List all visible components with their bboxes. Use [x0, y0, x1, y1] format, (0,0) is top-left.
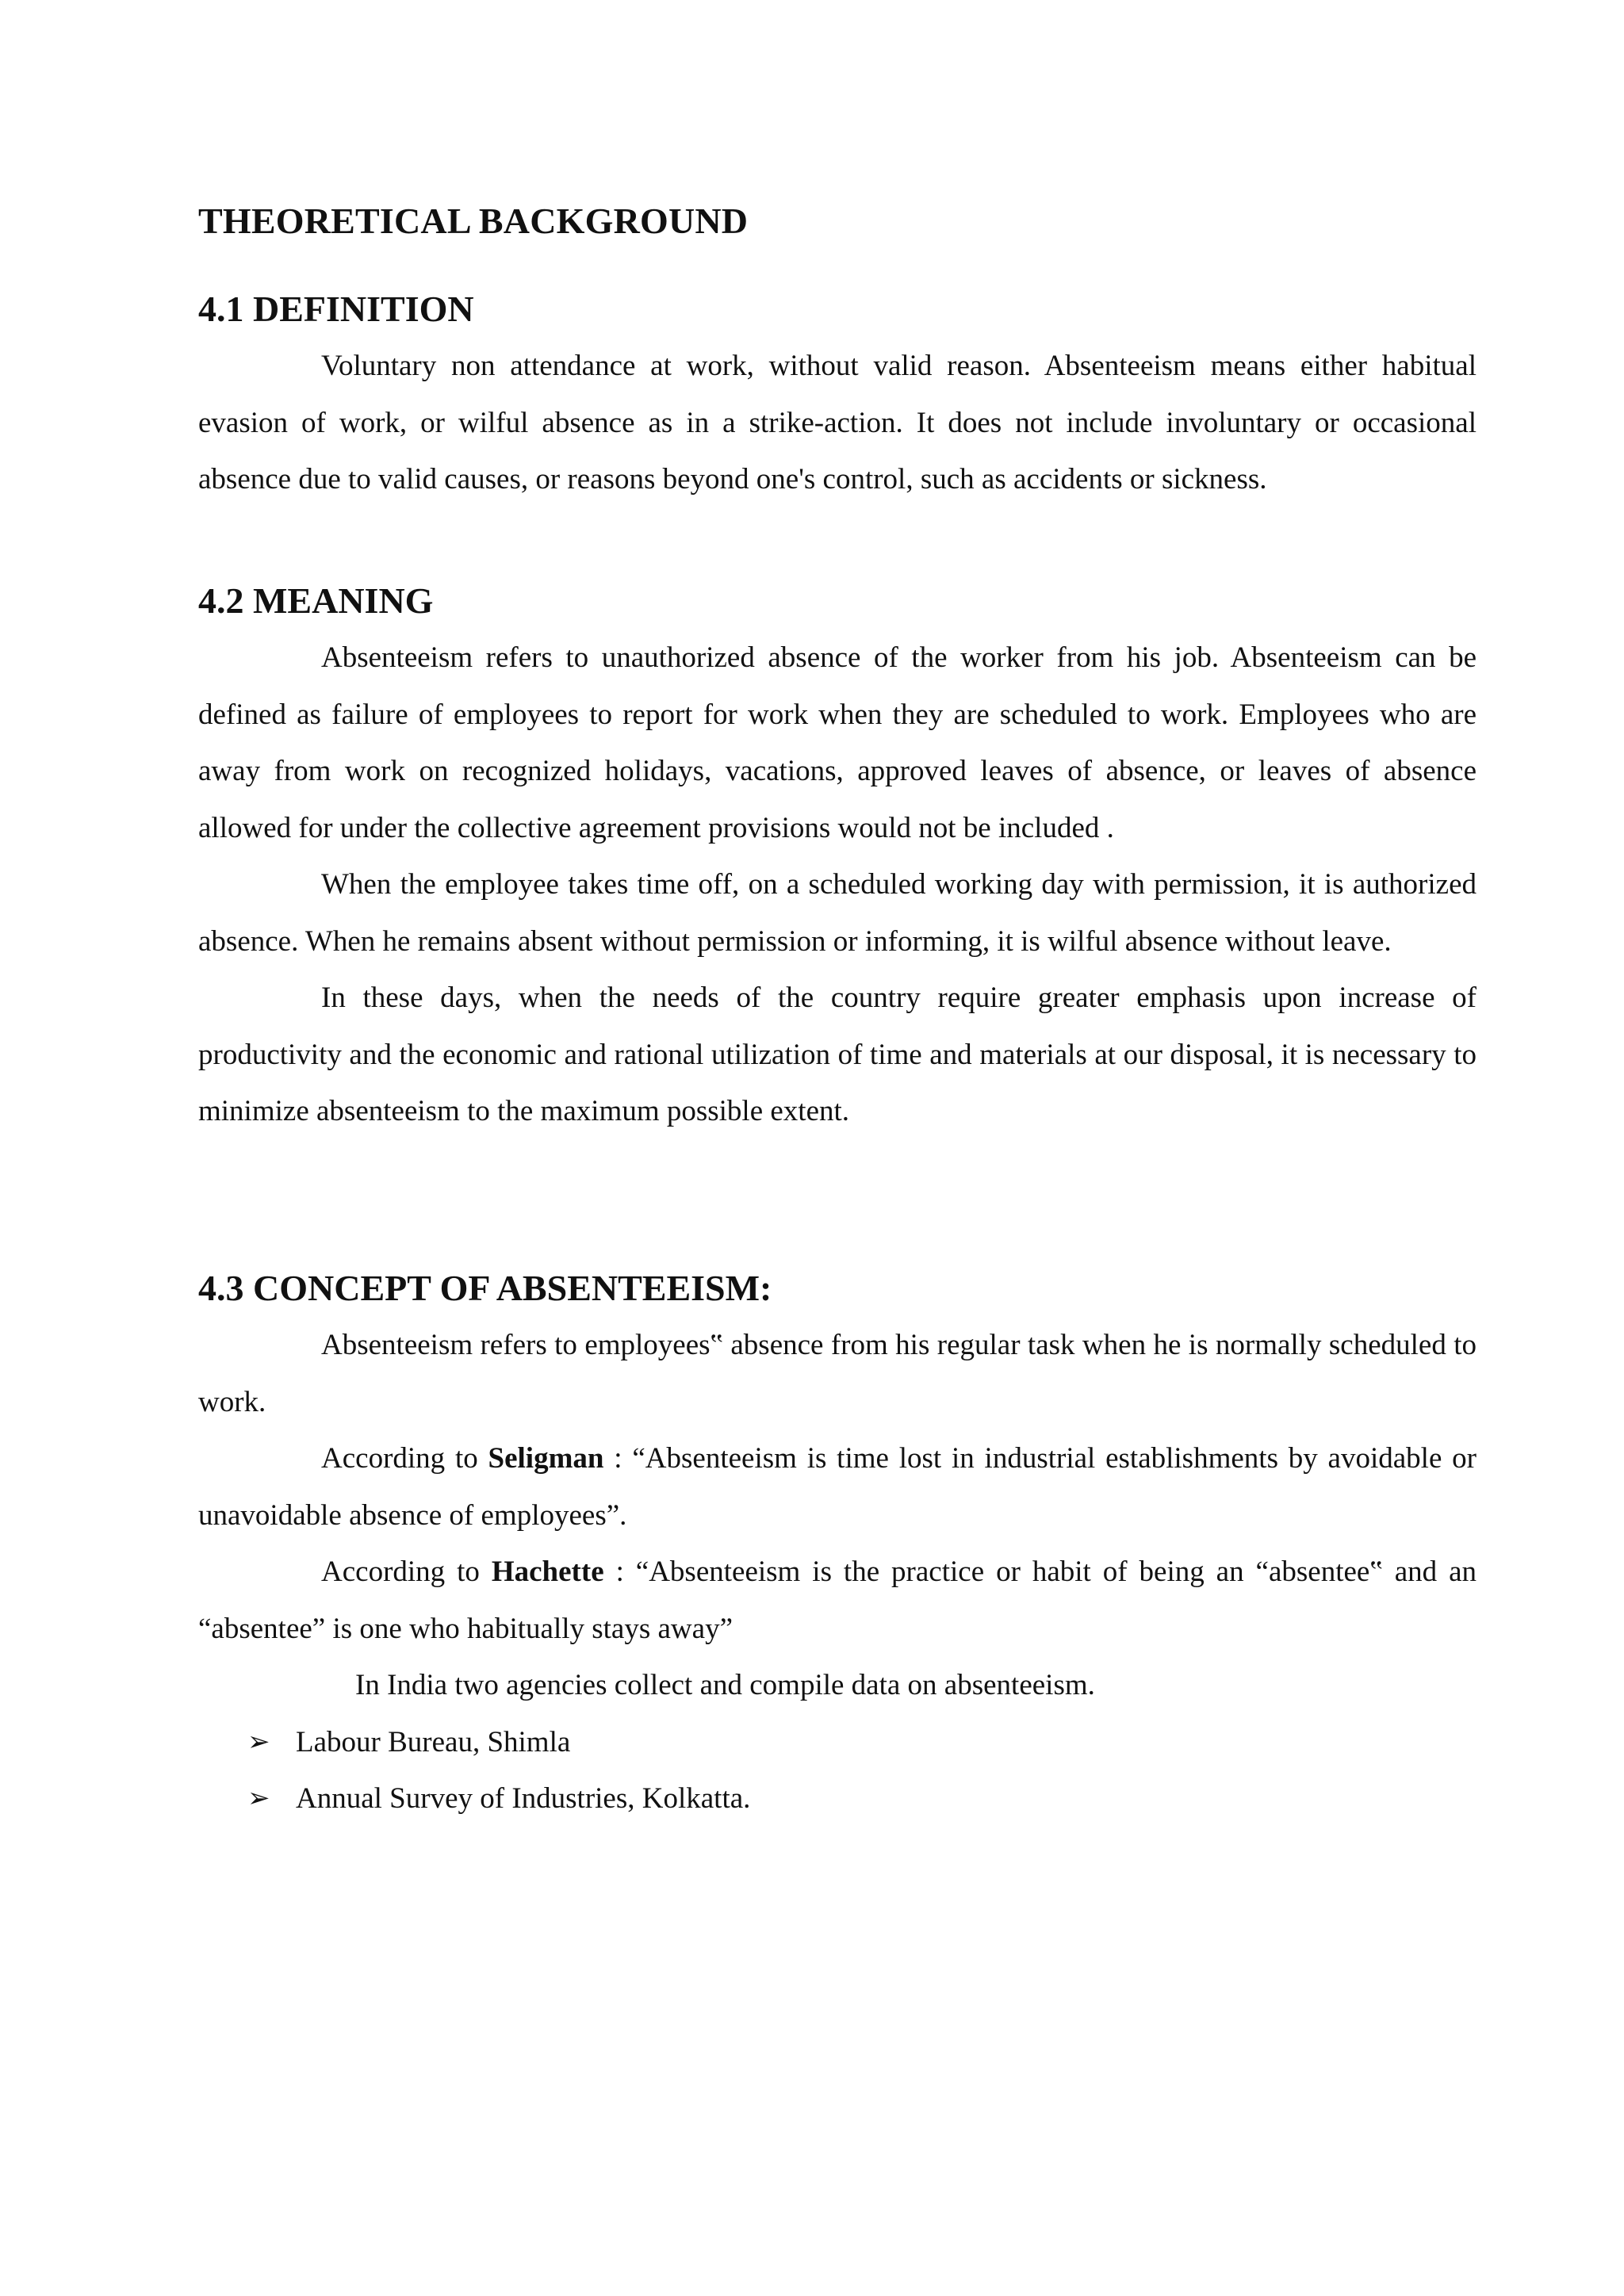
hachette-quote-text: : “Absenteeism is the practice or habit of being an “absentee‟ and an “absentee” is one who habitually stays away”	[198, 1556, 1477, 1645]
definition-section	[198, 285, 1477, 508]
seligman-author: Seligman	[488, 1442, 604, 1475]
concept-intro-paragraph: Absenteeism refers to employees‟ absence from his regular task when he is normally scheduled to work.	[198, 1329, 1477, 1418]
agencies-intro: In India two agencies collect and compile data on absenteeism.	[355, 1669, 1095, 1701]
list-item	[198, 1770, 1477, 1827]
meaning-section	[198, 577, 1477, 1140]
meaning-paragraph-3: In these days, when the needs of the country require greater emphasis upon increase of productivity and the economic and rational utilization of time and materials at our disposal, it is necessary to minimize absenteeism to the maximum possible extent.	[198, 982, 1477, 1127]
hachette-quote-prefix: According to	[321, 1556, 492, 1588]
agencies-list	[198, 1714, 1477, 1827]
concept-heading: 4.3 CONCEPT OF ABSENTEEISM:	[198, 1268, 772, 1308]
agency-label: Labour Bureau, Shimla	[296, 1725, 571, 1758]
list-item	[198, 1714, 1477, 1771]
hachette-quote-paragraph	[198, 1544, 1477, 1657]
meaning-paragraph-1: Absenteeism refers to unauthorized absence of the worker from his job. Absenteeism can be defined as failure of employees to report for work when they are scheduled to work. Employees who are away from work on recognized holidays, vacations, approved leaves of absence, or leaves of absence allowed for under the collective agreement provisions would not be included .	[198, 641, 1477, 844]
page-title: THEORETICAL BACKGROUND	[198, 201, 749, 241]
meaning-heading: 4.2 MEANING	[198, 580, 434, 621]
hachette-author: Hachette	[491, 1556, 604, 1588]
agency-label: Annual Survey of Industries, Kolkatta.	[296, 1782, 751, 1815]
seligman-quote-prefix: According to	[321, 1442, 488, 1475]
seligman-quote-paragraph	[198, 1430, 1477, 1544]
definition-heading: 4.1 DEFINITION	[198, 289, 474, 329]
concept-section	[198, 1265, 1477, 1827]
seligman-quote-text: : “Absenteeism is time lost in industrial establishments by avoidable or unavoidable absence of employees”.	[198, 1442, 1477, 1532]
definition-paragraph: Voluntary non attendance at work, without valid reason. Absenteeism means either habitual evasion of work, or wilful absence as in a strike-action. It does not include involuntary or occasional absence due to valid causes, or reasons beyond one's control, such as accidents or sickness.	[198, 350, 1477, 496]
arrowhead-bullet-icon: ➢	[247, 1782, 270, 1814]
arrowhead-bullet-icon: ➢	[247, 1725, 270, 1758]
meaning-paragraph-2: When the employee takes time off, on a scheduled working day with permission, it is authorized absence. When he remains absent without permission or informing, it is wilful absence without leave.	[198, 868, 1477, 958]
